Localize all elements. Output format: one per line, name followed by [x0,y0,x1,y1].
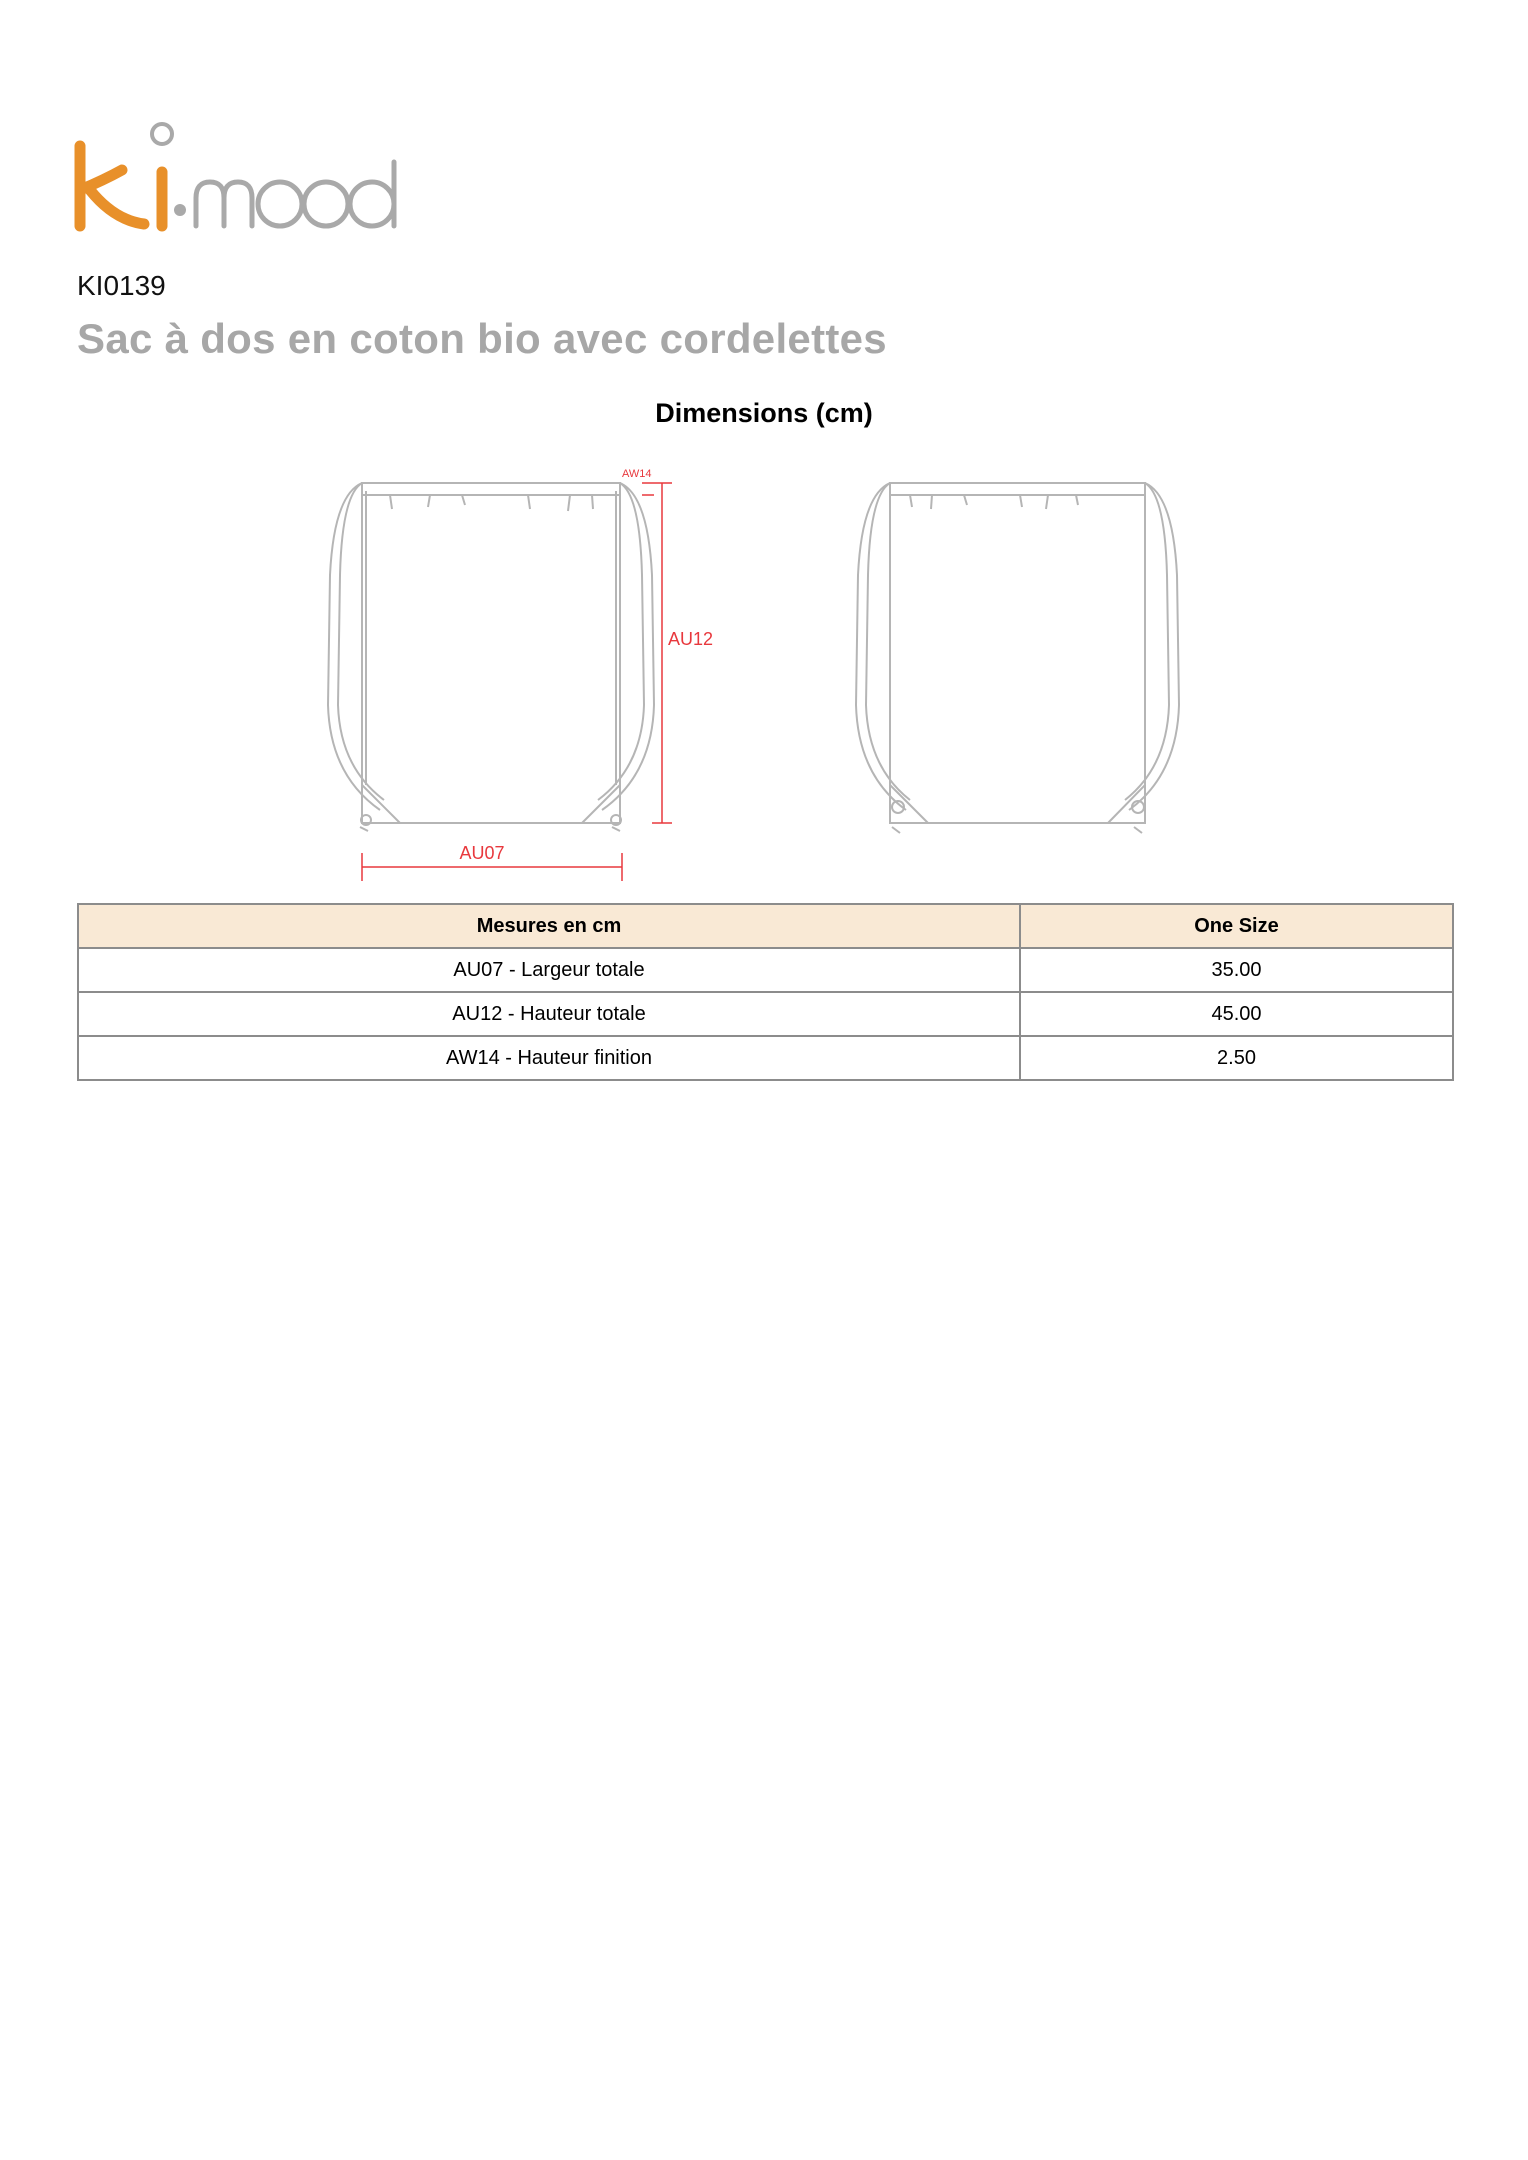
table-header-row [78,904,1453,948]
measure-value: 2.50 [1020,1036,1453,1080]
measure-value: 35.00 [1020,948,1453,992]
header-size: One Size [1020,904,1453,948]
measure-name: AU07 - Largeur totale [78,948,1020,992]
dimensions-heading: Dimensions (cm) [655,398,873,428]
finish-label: AW14 [622,468,652,480]
table-row [78,992,1453,1036]
measure-name: AU12 - Hauteur totale [78,992,1020,1036]
measure-name: AW14 - Hauteur finition [78,1036,1020,1080]
kimood-logo-icon [74,110,404,240]
measurements-table-container [77,903,1454,1081]
height-label: AU12 [668,629,714,649]
measurements-table [77,903,1454,1081]
product-title: Sac à dos en coton bio avec cordelettes [77,315,887,362]
measure-value: 45.00 [1020,992,1453,1036]
table-row [78,1036,1453,1080]
header-measure: Mesures en cm [78,904,1020,948]
technical-drawings [300,455,1240,890]
table-row [78,948,1453,992]
product-reference: KI0139 [77,270,166,301]
backpack-drawing-icon [300,455,1240,890]
width-label: AU07 [459,843,505,863]
brand-logo [74,110,404,240]
